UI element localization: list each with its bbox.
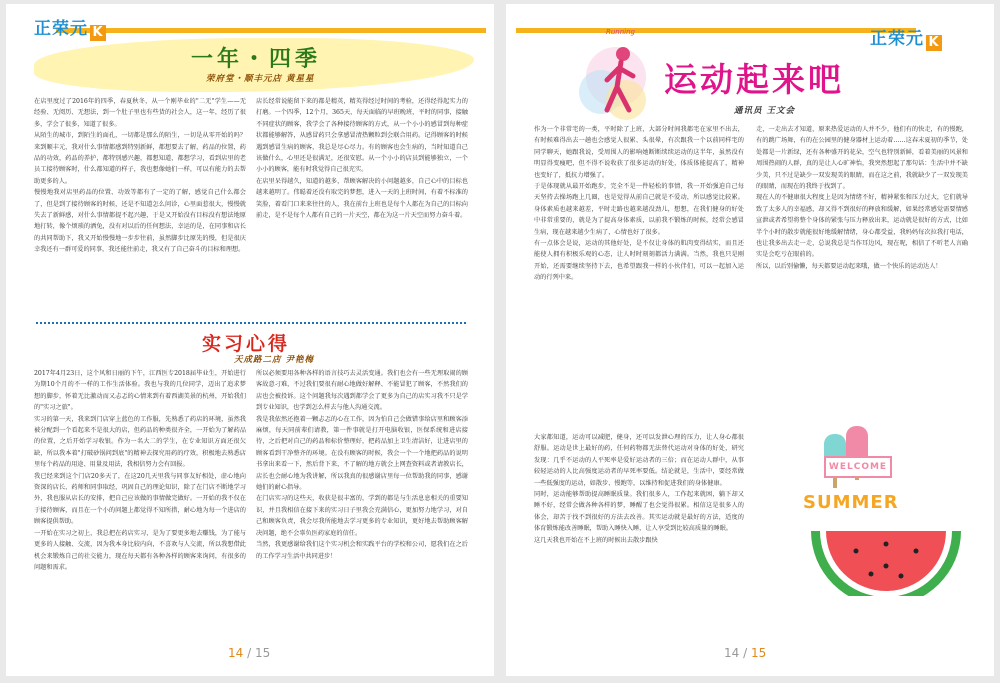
running-label: Running (606, 28, 635, 36)
article-column-1: 在店里度过了2016年的四季，春夏秋冬，从一个刚毕业的"二无"学生——无经验、无阅历、无想法，到一个肚子里也有些货的社会人，这一年，经历了很多，学会了很多，知道了很多。 从陌生的城市，到陌生的面孔，一切都是那么的陌生，一切是从零开始的吗？来到顺丰元，我对什么事情都感到特别新鲜，都想要去了解，药品的位置，药品的功效，药品的养护，都特别感兴趣，都想知道，都想学习，看到店里的老员工接待顾客时，什么都知道的样子，我也想像她们一样，可以有能力的去帮助更多的人。 慢慢地我对店里药品的位置、功效等都有了一定的了解，感觉自己什么都会了，但是到了接待顾客的时候，还是不知道怎么问诊，心里面惹很大，慢慢就失去了新鲜感，对什么事情都提不起兴趣，于是又开始没有目标没有想法地原地打转，像个烦琐的洒兔，没有对以后的任何想法，幸运的是，在同事和店长的共同帮助下，我又开始慢慢地一步步往前，虽然脚步比原先的慢，但是很庆幸我还有一群可爱的同事，我还能往前走，我又有了自己奋斗的目标和理想。 (34, 98, 246, 254)
page-number: 14 / 15 (724, 646, 767, 660)
brand-logo (34, 14, 106, 41)
left-page (6, 4, 494, 676)
page-total: 15 (254, 646, 271, 660)
page-current: 14 (228, 646, 244, 660)
article-author: 荣府堂・顺丰元店 黄星星 (206, 74, 315, 84)
section-title: 实习心得 (202, 333, 291, 355)
brand-name: 正荣元 (870, 29, 924, 49)
article-column-2: 店长经常说能留下来的都是精英，精英得经过时间的考验，还得经得起实力的打磨。一个四季，12个月，365天，每天面临的早班晚班，平时的同事，接触不同症状的顾客，我学会了各种接待顾客的方式，从一个小小的感冒到每种症状都能够解答，从感冒药只会拿感冒清热颗粒到会联合用药。记得顾客的时候遇到感冒生病的顾客，我总是尽心尽力。有的顾客也会生病的，当时知道自己该做什么，心里还是很满足，还很安慰。从一个小小的店员到能够独立，一个小小的顾客，能有时我觉得自己很充实。 在店里呆得越久，知道的越多，帮顾客解决的小问题越多，自己心中的目标也越来越明了。伟聪着还没有取完的梦想，进入一天的上班时间，有着不标准的笑脸，着看门口来来往往的人，我在前台上班也是每个人都在为自己的目标向前走，是不是每个人都有自己的一片天空，都在为这一片天空而努力奋斗着。 (256, 98, 468, 220)
article-column-2: 走，一走出去才知道，原来热爱运动的人并不少，他们有的快走，有的慢跑，有的跳广场舞，有的在公园里的健身器材上运动着……这春末夏初的季节，处处都是一片新绿，还有各种盛开的花朵，空气也特别新鲜，看着美丽的风景和周围热闹的人群，真的是让人心旷神怡，我突然想起了那句话：生活中并不缺少美，只不过是缺少一双发现美的眼睛，而在这之前，我就缺少了一双发现美的眼睛，而现在的我终于找到了。 现在人的不健康很大程度上是因为情绪不好，精神紧张和压力过大，它们就导致了太多人的幸福感，却又得不到很好的释放和缓解，如果经常感觉需要情感宣泄或者希望将整个身体的紧张与压力释放出来，运动就是很好的方式，比如半个小时的散步就能很好地缓解情绪，身心都受益，我妈妈每次拉我打电话，也让我多出去走一走，总说我总是当作耳边风，现在呢，相信了不听老人言确实是会吃亏在眼前的。 所以，以后别偷懒，每天都要运动起来哦，做一个快乐的运动达人！ (756, 126, 968, 270)
article-column-1: 作为一个非常宅的一类，平时除了上班，大部分时间我都宅在家里不出去，有时候难得出去一趟也会感觉人很累、头很晕，有次跟我一个以前同样宅的同学聊天，她跟我说，受周围人的影响她断断续续运动的这半年，虽然没有明显得变瘦吧，但不得不说收获了很多运动的好处，体质体能提高了，精神也变好了，抵抗力增强了。 于是体现就从最开始跑步，完全不是一件轻松的事情，我一开始强迫自己每天坚持去操场跑上几圈，也是觉得从前自己就是不爱动，所以感觉比较累。身体素质也越来越差，平时走路也越来越没劲儿，想想，在我们健身的好处中非常重要的，就是为了提高身体素质，以前我不锻炼的时候，经常会感冒生病，现在越来越少生病了，心情也好了很多。 有一点体会是说，运动的其他好处，是不仅让身体的肌肉变得结实，而且还能使人拥有积极乐观的心态，让人时时刻刻都活力满满。当然，我也只是刚开始，还需要继续坚持下去，也希望跟我一样的小伙伴们，可以一起加入运动的行列中来。 (534, 126, 744, 282)
page-current: 15 (750, 646, 767, 660)
summer-text: SUMMER (803, 492, 899, 513)
page-number: 14 / 15 (228, 646, 271, 660)
page-left: 14 (724, 646, 740, 660)
brand-logo (870, 24, 942, 51)
runner-illustration (571, 32, 671, 132)
section-author: 天成路二店 尹艳梅 (234, 355, 314, 365)
article-author: 通讯员 王文会 (734, 106, 795, 116)
right-page (506, 4, 994, 676)
section-divider (36, 322, 466, 324)
article-column-3: 大家都知道，运动可以减肥，健身，还可以发泄心理的压力，让人身心都很舒服。运动是世上最好的药，任何药物都无法替代运动对身体的好处，研究发现：几乎不运动的人平死率是爱好运动者的三倍；而在运动人群中，从事较轻运动的人比高强度运动者的早死率要低。结论就是，生活中，要经常做一些低强度的运动，如散步、慢跑等，以维持和促进我们的身体健康。 同时，运动能够帮助提高睡眠质量。我们很多人，工作起来就困，躺下却又睡不好，经常会做各种各样的梦，睡醒了也会觉得很累。相信这是很多人的体会，却苦于找不到很好的方法去改善。其实运动就是最好的方法，适度的体育锻炼能改善睡眠，帮助入睡快入睡，让人享受到比较高质量的睡眠。 这几天我也开始在不上班的时候出去散步跟快 (534, 434, 744, 544)
brand-logo-icon: K (90, 25, 106, 41)
article-column-4: 所以必须要用各种各样的语言技巧去灵活变通。我们也会有一些无理取闹的顾客故意刁难，不过我们要很有耐心地做好解释、不能冒犯了顾客，不然我们的店也会被投诉。这个问题我每次遇到都学会了更多为自己的店实习我不只是学到专业知识，也学到怎么样去与他人沟通交流。 我是我依然还抱着一颗忐忑的心在工作，因为怕自己会做错事给店里和顾客添麻烦，每天同前辈们请教，第一件事就是打开电脑收银，医保系统和进店接待，之后把对自己的药品和标价整理好，把药品加上卫生清洁好，让进店里的顾客看到干净整齐的环境。在没有顾客的时候，我会一个一个地把药品的说明书拿出来看一下，然后背下来，不了解的地方就会上网查资料或者请教店长，店长也会耐心地为我讲解，所以我真的很感谢店里每一位帮助我的同事，感谢她们的耐心指导。 在门店实习的这些天，收获是很丰富的，学到的都是与生活息息相关的重要知识，并且我相信在接下来的实习日子里我会充满信心，更加努力地学习，对自己和顾客负责，我会尽我所能地去学习更多的专业知识，更好地去帮助顾客解决问题，绝不会辜负医药家庭的信任。 当然，我更感谢给我们这个实习机会和实践平台的学校和公司，愿我们在之后的工作学习生活中共同进步！ (256, 370, 468, 560)
article-column-3: 2017年4月23日，这个风和日丽的下午，江西医专2018届毕业生，开始进行为期10个月的不一样的工作生活体验。我也与我的几位同学，迈出了追求梦想的脚步，怀着无比激动而又忐忑的心情来到有着西湖美景的杭州，开始我们的"实习之旅"。 实习的第一天，我来到门店穿上蓝色的工作服，先熟悉了药店的环境，虽然我被分配到一个看起来不是很大的店，但药品的种类很齐全，一开始为了解药品的位置，之后开始学习收银。作为一名大二的学生，在专业知识方面还很欠缺，所以我本着"打破砂锅问到底"的精神去探究用药的疗效，积极地去熟悉店里每个药品的用途、用量及用法，我相信努力会有回报。 我已经来到这个门店20多天了，在这20几天里我与同事友好相处，虚心地向资深的店长、药师和同事取经，巩固自己的理论知识，除了在门店不断地学习外，我也服从店长的安排，把自己应该做的事情做完做好。一开始的我不仅在于接待顾客，而且在一个小的问题上都觉得不知所措，耐心地为每一个进店的顾客提供帮助。 一开始在实习之初上，我总把在药店实习，是为了要更多地去赚钱，为了能与更多的人接触、交流，因为我本身比较内向，不喜欢与人交流，所以我想借此机会来锻炼自己的社交能力，现在每天都有各种各样的顾客来询问，有很多的问题和需求。 (34, 370, 246, 571)
header-band (56, 28, 486, 33)
brand-logo-icon: K (926, 35, 942, 51)
welcome-sign: WELCOME (824, 456, 892, 478)
article-title: 一年・四季 (191, 47, 322, 72)
brand-name: 正荣元 (34, 19, 88, 39)
article-title: 运动起来吧 (664, 60, 844, 99)
